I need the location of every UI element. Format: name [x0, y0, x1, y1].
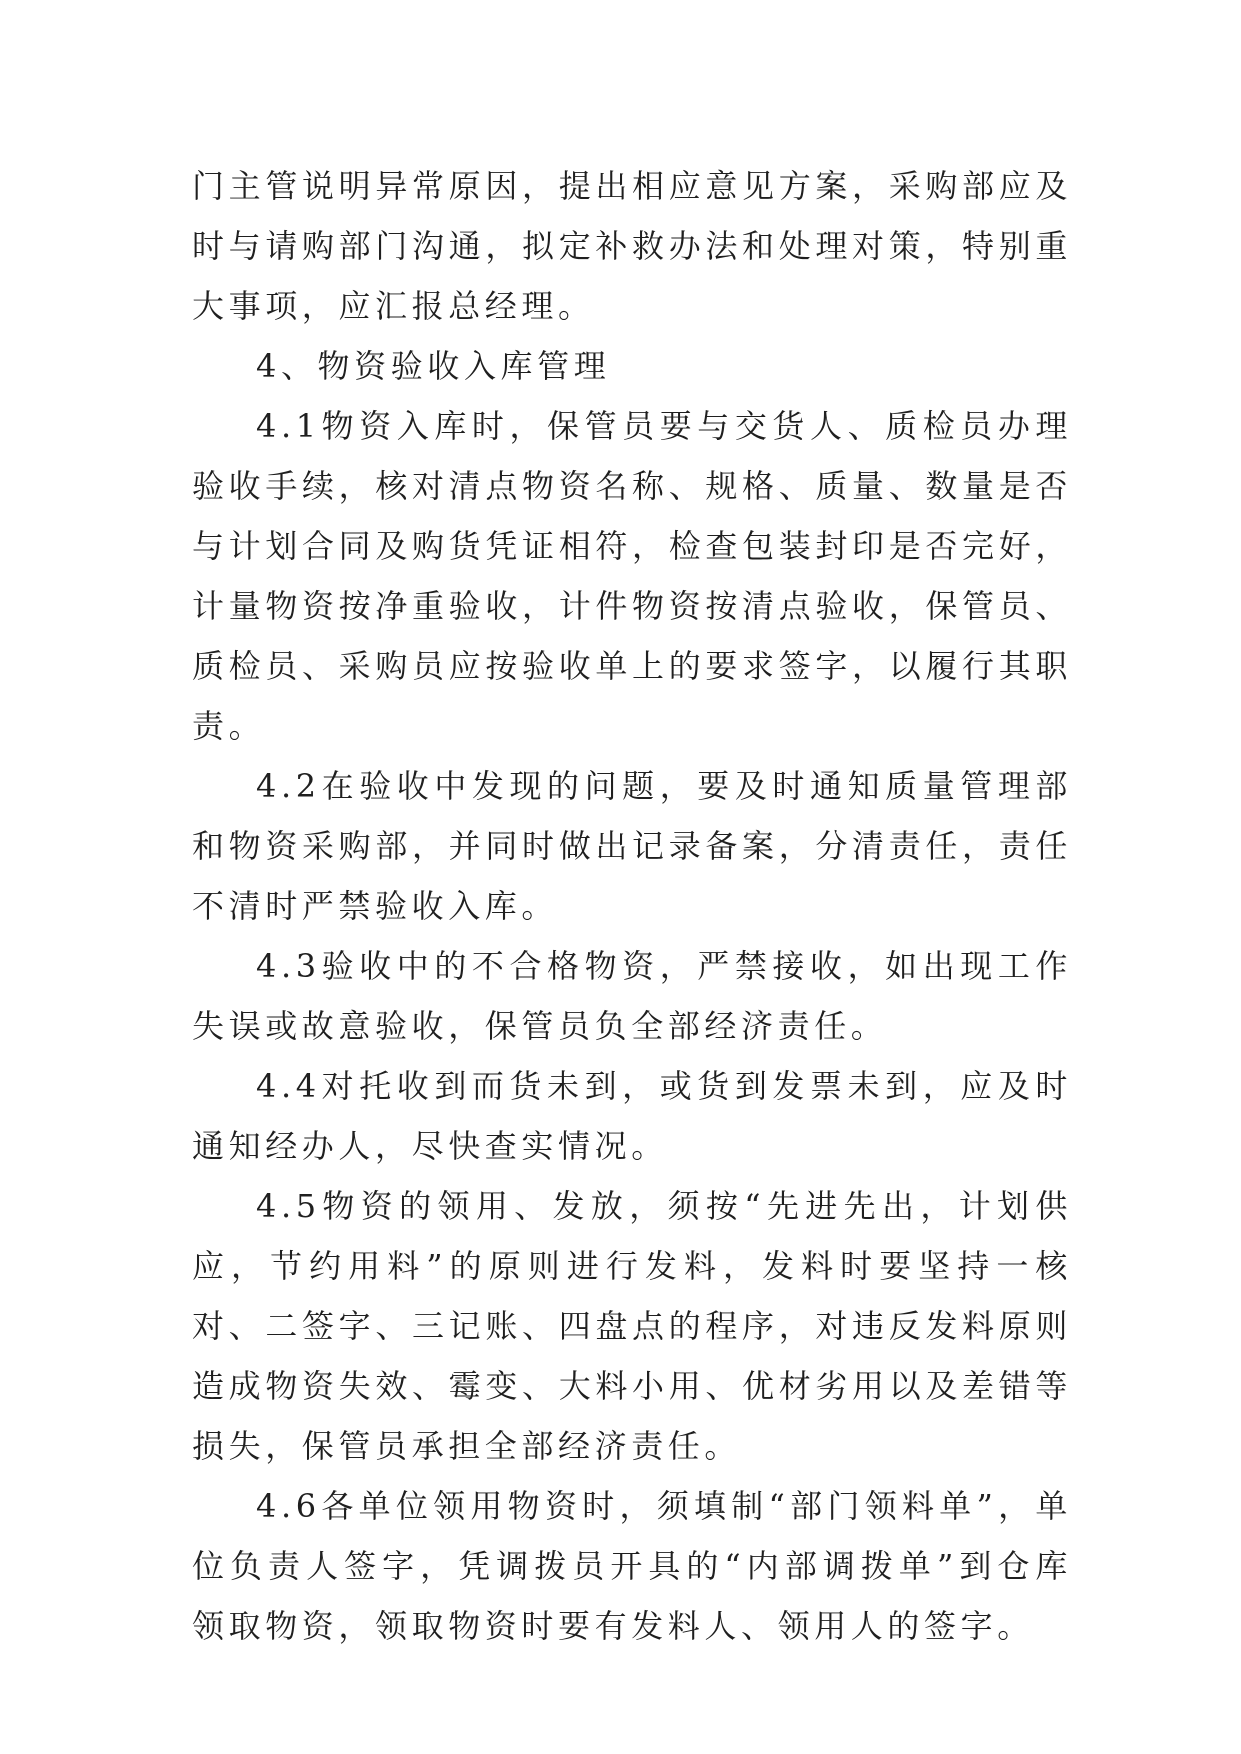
paragraph-4-6: 4.6各单位领用物资时，须填制“部门领料单”，单位负责人签字，凭调拨员开具的“内部调拨单”到仓库领取物资，领取物资时要有发料人、领用人的签字。: [192, 1487, 1072, 1645]
paragraph-4-1: 4.1物资入库时，保管员要与交货人、质检员办理验收手续，核对清点物资名称、规格、质量、数量是否与计划合同及购货凭证相符，检查包装封印是否完好，计量物资按净重验收，计件物资按清点验收，保管员、质检员、采购员应按验收单上的要求签字，以履行其职责。: [192, 407, 1072, 745]
document-body: [192, 156, 1072, 1656]
paragraph-4-2: 4.2在验收中发现的问题，要及时通知质量管理部和物资采购部，并同时做出记录备案，分清责任，责任不清时严禁验收入库。: [192, 767, 1072, 925]
paragraph-4-3: 4.3验收中的不合格物资，严禁接收，如出现工作失误或故意验收，保管员负全部经济责任。: [192, 947, 1072, 1045]
paragraph-4-5: 4.5物资的领用、发放，须按“先进先出，计划供应，节约用料”的原则进行发料，发料时要坚持一核对、二签字、三记账、四盘点的程序，对违反发料原则造成物资失效、霉变、大料小用、优材劣用以及差错等损失，保管员承担全部经济责任。: [192, 1187, 1072, 1465]
paragraph-4-4: 4.4对托收到而货未到，或货到发票未到，应及时通知经办人，尽快查实情况。: [192, 1067, 1072, 1165]
paragraph-continuation: 门主管说明异常原因，提出相应意见方案，采购部应及时与请购部门沟通，拟定补救办法和处理对策，特别重大事项，应汇报总经理。: [192, 167, 1072, 325]
section-heading-4: 4、物资验收入库管理: [256, 347, 611, 385]
